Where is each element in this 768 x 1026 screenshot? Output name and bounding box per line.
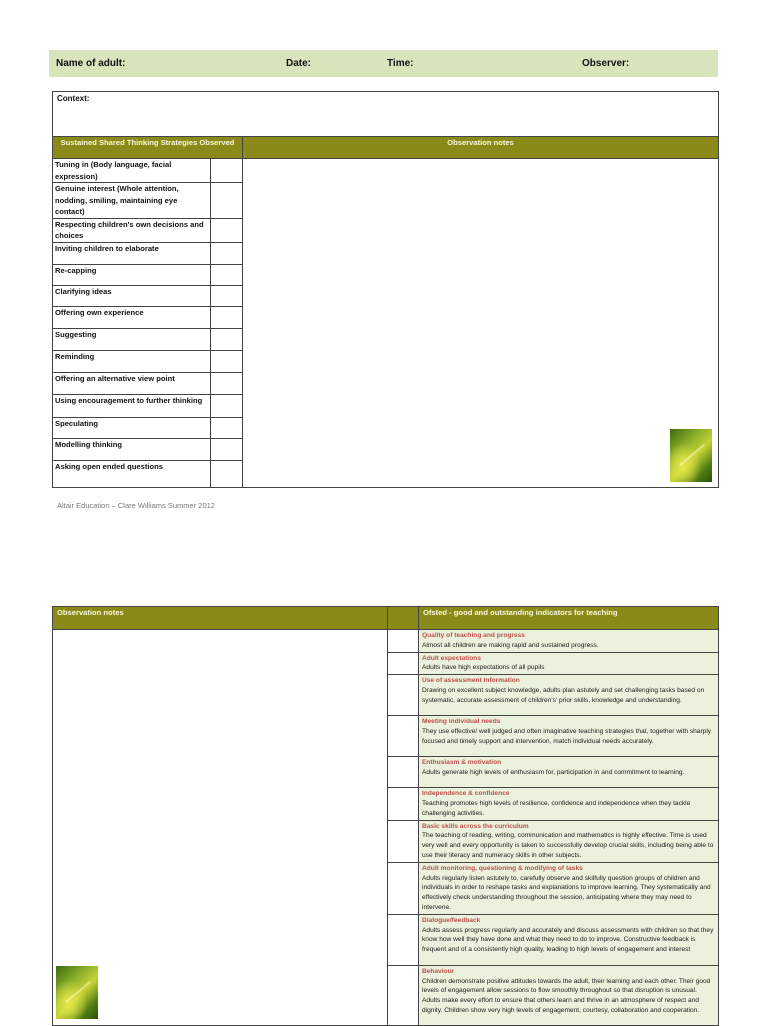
- indicator-text: Almost all children are making rapid and sustained progress.: [422, 641, 599, 649]
- leaf-image: [56, 966, 98, 1019]
- indicator-text: Children demonstrate positive attitudes towards the adult, their learning and each other. Their good levels of engagement allow sessions to flow smoothly throughout so that disruption is unusual. Adults make every effort to ensure that others learn and thrive in an atmosphere of respect and dignity. Children show very high levels of engagement, courtesy, collaboration and cooperation.: [422, 977, 711, 1014]
- strategy-tick-cell[interactable]: [211, 417, 243, 438]
- indicator-text: Drawing on excellent subject knowledge, adults plan astutely and set challenging tasks based on systematic, accurate assessment of children's' prior skills, knowledge and understanding.: [422, 686, 705, 704]
- strategy-label: Clarifying ideas: [53, 285, 211, 306]
- leaf-image: [670, 429, 712, 482]
- strategy-label: Using encouragement to further thinking: [53, 394, 211, 417]
- time-label: Time:: [387, 58, 414, 69]
- indicator-cell: [419, 652, 719, 675]
- indicator-text: They use effective/ well judged and often imaginative teaching strategies that, together with sharply focused and timely support and intervention, match individual needs accurately.: [422, 727, 712, 745]
- indicator-tick-cell[interactable]: [388, 965, 419, 1025]
- strategy-label: Tuning in (Body language, facial expression): [53, 159, 211, 183]
- indicator-tick-cell[interactable]: [388, 716, 419, 757]
- strategy-label: Genuine interest (Whole attention, nodding, smiling, maintaining eye contact): [53, 183, 211, 219]
- strategy-label: Speculating: [53, 417, 211, 438]
- strategy-tick-cell[interactable]: [211, 285, 243, 306]
- indicator-cell: [419, 757, 719, 788]
- indicator-tick-cell[interactable]: [388, 820, 419, 862]
- indicator-text: Adults have high expectations of all pupils: [422, 664, 545, 672]
- indicator-cell: [419, 820, 719, 862]
- indicator-title: Basic skills across the curriculum: [422, 822, 529, 830]
- header-bar: [49, 50, 718, 77]
- indicator-tick-cell[interactable]: [388, 914, 419, 965]
- footer-credit: Altair Education – Clare Williams Summer 2012: [57, 501, 215, 510]
- indicator-tick-cell[interactable]: [388, 652, 419, 675]
- strategy-label: Suggesting: [53, 328, 211, 350]
- strategy-tick-cell[interactable]: [211, 438, 243, 460]
- indicator-title: Adult expectations: [422, 654, 481, 662]
- indicator-cell: [419, 862, 719, 914]
- strategy-tick-cell[interactable]: [211, 394, 243, 417]
- strategy-tick-cell[interactable]: [211, 183, 243, 219]
- indicator-cell: [419, 716, 719, 757]
- observation-notes-header: Observation notes: [243, 137, 719, 159]
- strategy-tick-cell[interactable]: [211, 264, 243, 285]
- ofsted-row: [53, 630, 719, 653]
- strategy-label: Offering an alternative view point: [53, 372, 211, 394]
- indicator-tick-cell[interactable]: [388, 862, 419, 914]
- strategies-table: [52, 136, 719, 488]
- indicator-title: Meeting individual needs: [422, 718, 501, 726]
- indicator-cell: [419, 914, 719, 965]
- context-box[interactable]: [52, 91, 719, 136]
- strategy-label: Re-capping: [53, 264, 211, 285]
- strategy-row: [53, 159, 719, 183]
- indicator-cell: [419, 675, 719, 716]
- indicator-tick-cell[interactable]: [388, 675, 419, 716]
- indicator-text: The teaching of reading, writing, communication and mathematics is highly effective. Time is used very well and every opportunity is taken to successfully develop crucial skills, including being able to use their literacy and numeracy skills in other subjects.: [422, 832, 714, 859]
- strategy-label: Respecting children's own decisions and choices: [53, 218, 211, 242]
- strategy-label: Inviting children to elaborate: [53, 242, 211, 264]
- observer-label: Observer:: [582, 58, 630, 69]
- indicator-cell: [419, 788, 719, 820]
- date-label: Date:: [286, 58, 312, 69]
- indicator-tick-cell[interactable]: [388, 788, 419, 820]
- strategy-tick-cell[interactable]: [211, 159, 243, 183]
- strategy-tick-cell[interactable]: [211, 372, 243, 394]
- tick-column-header: [388, 607, 419, 630]
- strategy-tick-cell[interactable]: [211, 306, 243, 328]
- name-of-adult-label: Name of adult:: [56, 58, 126, 69]
- context-label: Context:: [57, 94, 90, 103]
- indicator-tick-cell[interactable]: [388, 630, 419, 653]
- indicator-title: Use of assessment information: [422, 677, 520, 685]
- strategy-label: Asking open ended questions: [53, 460, 211, 487]
- indicator-cell: [419, 965, 719, 1025]
- strategy-label: Reminding: [53, 350, 211, 372]
- indicator-title: Behaviour: [422, 967, 455, 975]
- observation-notes-area-2[interactable]: [53, 630, 388, 1026]
- strategy-tick-cell[interactable]: [211, 460, 243, 487]
- ofsted-header: Ofsted - good and outstanding indicators for teaching: [419, 607, 719, 630]
- ofsted-table: [52, 606, 719, 1026]
- indicator-cell: [419, 630, 719, 653]
- strategy-label: Modelling thinking: [53, 438, 211, 460]
- indicator-text: Adults regularly listen astutely to, carefully observe and skilfully question groups of children and individuals in order to reshape tasks and explanations to improve learning. They systematically and effectively check understanding throughout the session, anticipating where they may need to intervene.: [422, 874, 711, 911]
- strategy-label: Offering own experience: [53, 306, 211, 328]
- indicator-text: Adults assess progress regularly and accurately and discuss assessments with children so that they know how well they have done and what they need to do to improve. Constructive feedback is frequent and of a consistently high quality, leading to high levels of engagement and interest: [422, 926, 714, 954]
- strategy-tick-cell[interactable]: [211, 242, 243, 264]
- observation-notes-header-2: Observation notes: [53, 607, 388, 630]
- strategy-tick-cell[interactable]: [211, 218, 243, 242]
- indicator-text: Teaching promotes high levels of resilience, confidence and independence when they tackle challenging activities.: [422, 799, 691, 817]
- strategy-tick-cell[interactable]: [211, 328, 243, 350]
- observation-notes-area[interactable]: [243, 159, 719, 488]
- strategy-tick-cell[interactable]: [211, 350, 243, 372]
- indicator-tick-cell[interactable]: [388, 757, 419, 788]
- indicator-title: Quality of teaching and progress: [422, 632, 525, 639]
- indicator-text: Adults generate high levels of enthusiasm for, participation in and commitment to learning.: [422, 768, 685, 776]
- indicator-title: Dialogue/feedback: [422, 916, 481, 924]
- indicator-title: Independence & confidence: [422, 790, 510, 798]
- strategies-header: Sustained Shared Thinking Strategies Observed: [53, 137, 243, 159]
- indicator-title: Adult monitoring, questioning & modifying of tasks: [422, 864, 583, 872]
- indicator-title: Enthusiasm & motivation: [422, 759, 502, 767]
